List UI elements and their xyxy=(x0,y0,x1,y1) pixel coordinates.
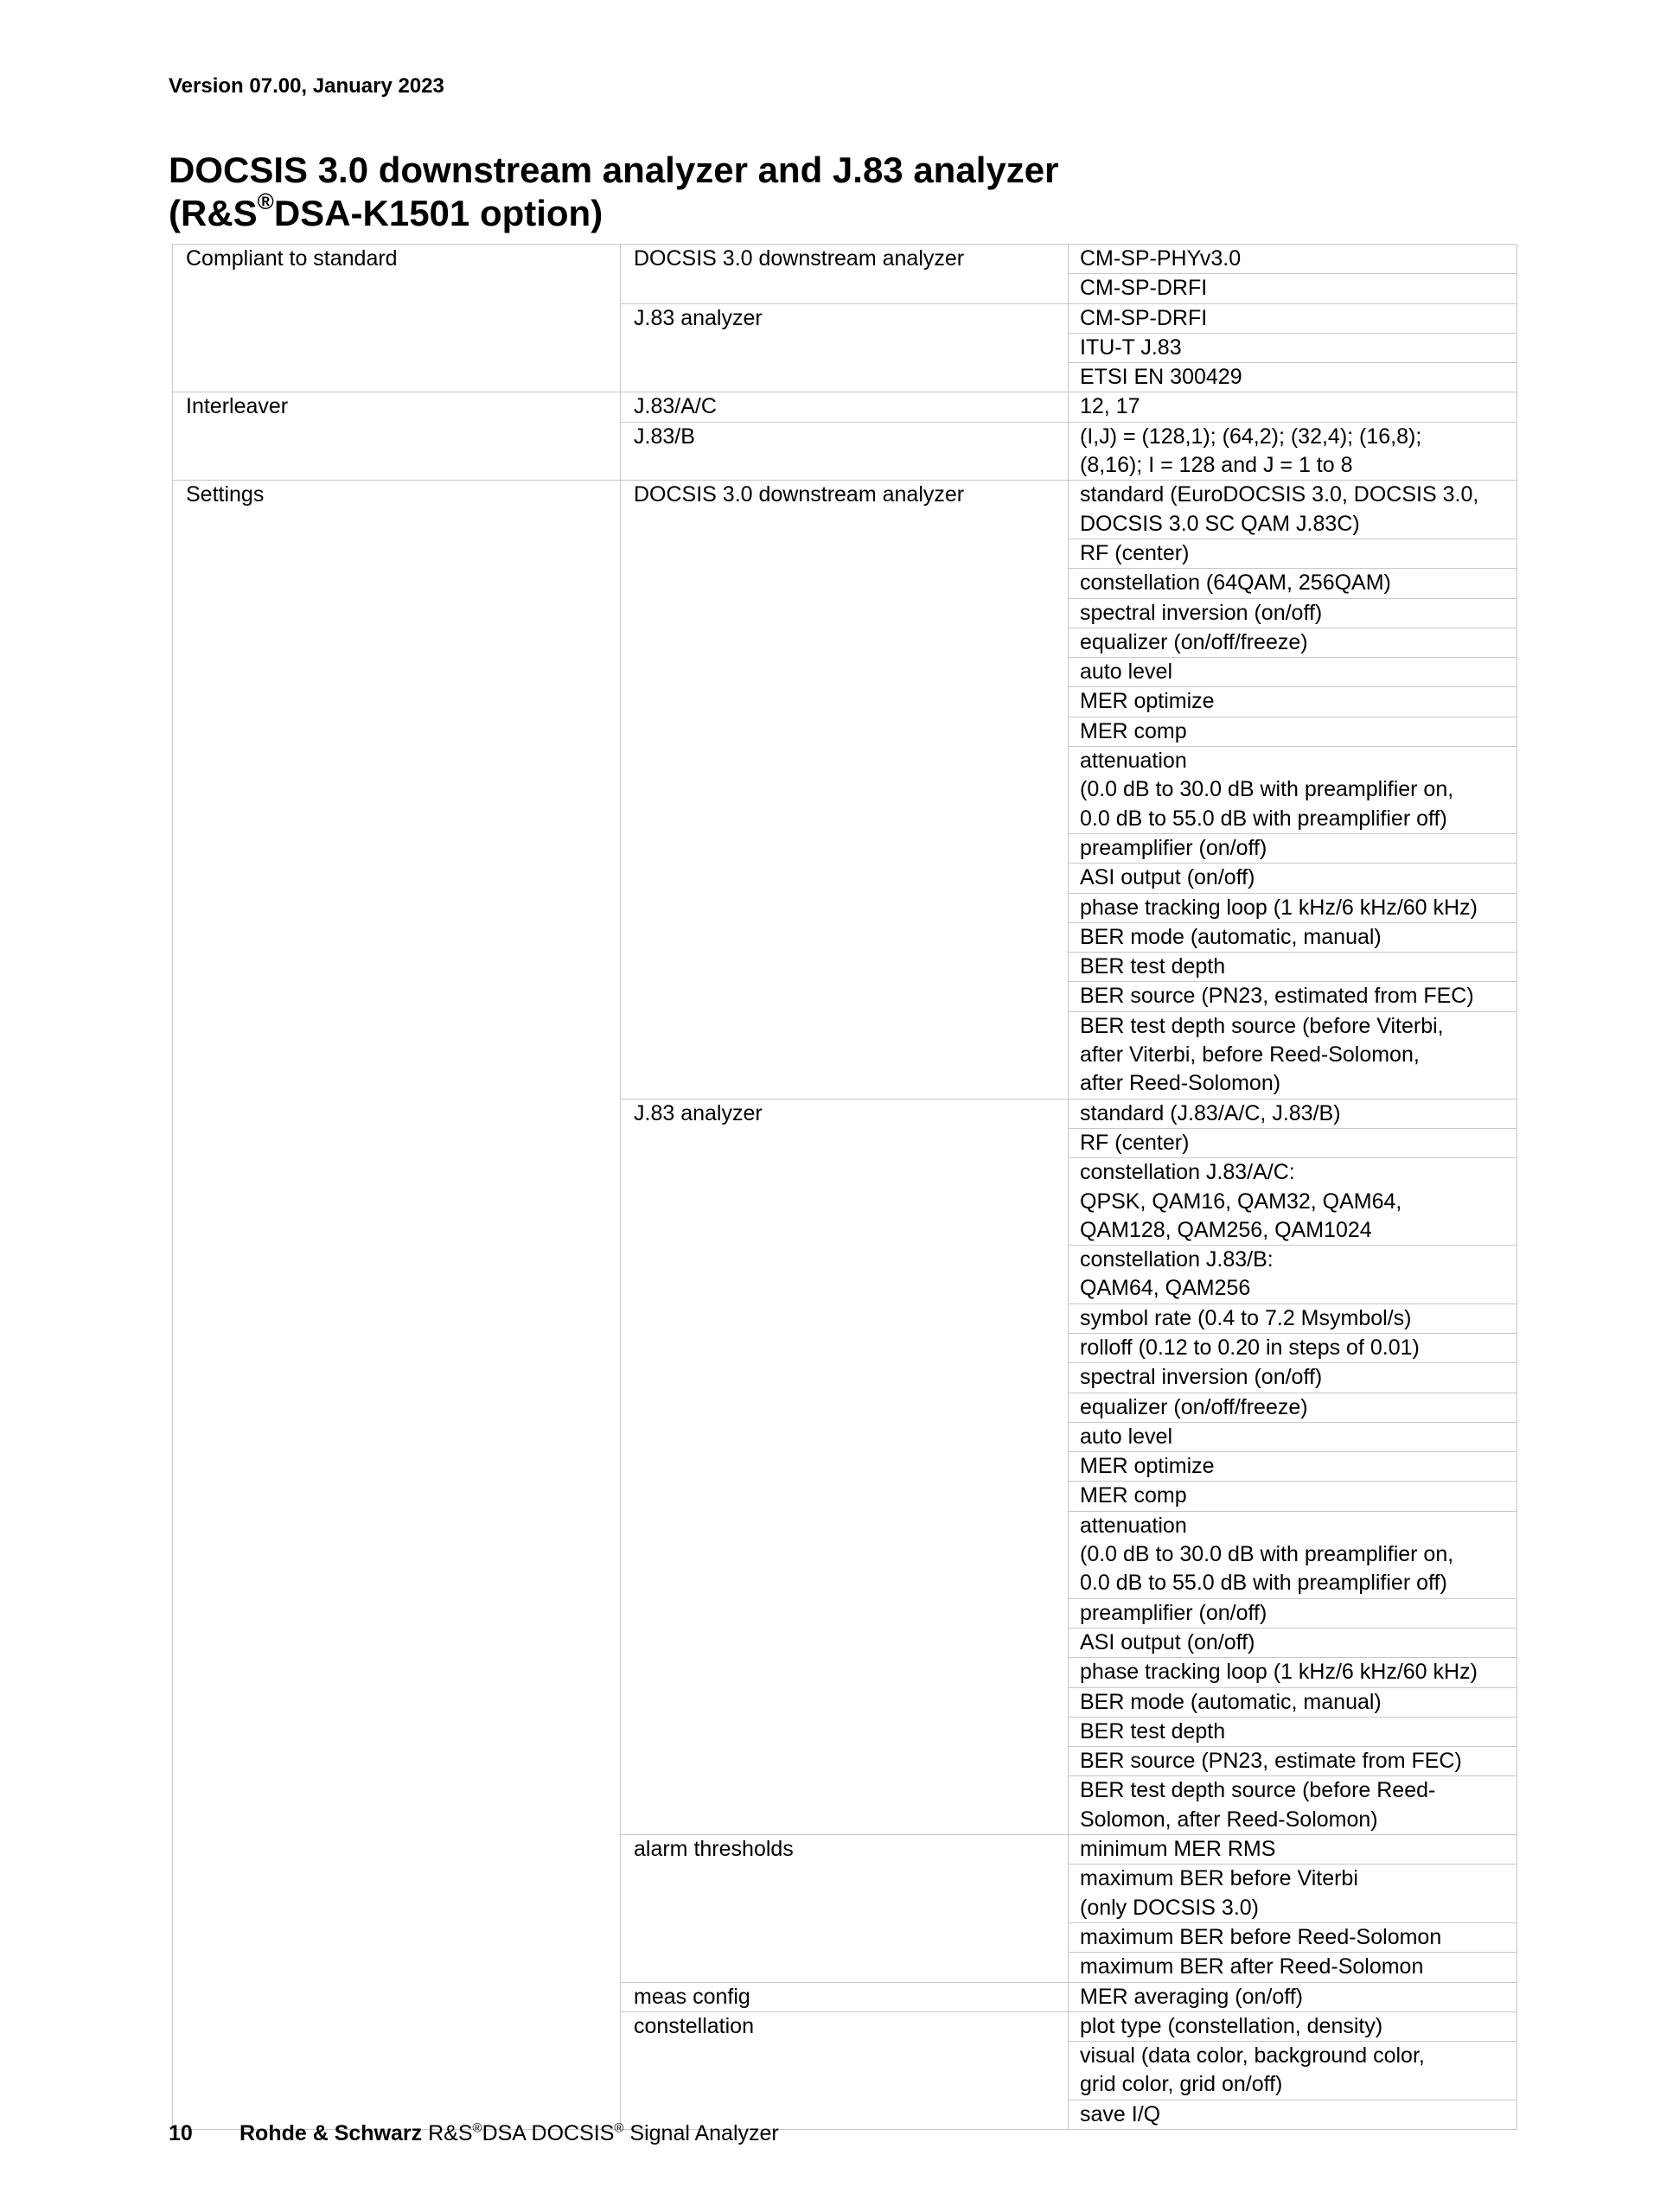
spec-value-line: (8,16); I = 128 and J = 1 to 8 xyxy=(1080,453,1353,478)
spec-value xyxy=(1069,1628,1517,1657)
spec-value-line: spectral inversion (on/off) xyxy=(1080,1365,1323,1390)
spec-value-line: preamplifier (on/off) xyxy=(1080,1600,1267,1625)
spec-value-line: MER optimize xyxy=(1080,1454,1215,1479)
spec-value-line: BER test depth xyxy=(1080,1718,1226,1743)
spec-value xyxy=(1069,2042,1517,2100)
spec-value-line: MER comp xyxy=(1080,718,1187,743)
spec-value-line: constellation J.83/B: xyxy=(1080,1247,1274,1272)
spec-value xyxy=(1069,1363,1517,1393)
spec-value-line: ASI output (on/off) xyxy=(1080,1629,1255,1654)
spec-value-line: spectral inversion (on/off) xyxy=(1080,600,1323,625)
spec-value-line: symbol rate (0.4 to 7.2 Msymbol/s) xyxy=(1080,1305,1412,1330)
spec-value xyxy=(1069,1158,1517,1246)
spec-value-line: BER test depth source (before Viterbi, xyxy=(1080,1013,1444,1038)
spec-value-line: 0.0 dB to 55.0 dB with preamplifier off) xyxy=(1080,806,1447,831)
spec-value-line: BER source (PN23, estimated from FEC) xyxy=(1080,984,1474,1009)
spec-value-line: phase tracking loop (1 kHz/6 kHz/60 kHz) xyxy=(1080,1660,1478,1685)
spec-value-line: phase tracking loop (1 kHz/6 kHz/60 kHz) xyxy=(1080,895,1478,920)
page-number: 10 xyxy=(169,2121,193,2145)
spec-value-line: BER mode (automatic, manual) xyxy=(1080,1689,1382,1714)
spec-value-line: ASI output (on/off) xyxy=(1080,865,1255,890)
spec-value-line: BER source (PN23, estimate from FEC) xyxy=(1080,1749,1462,1774)
spec-value-line: equalizer (on/off/freeze) xyxy=(1080,629,1308,654)
subcategory: meas config xyxy=(621,1982,1069,2011)
spec-value-line: auto level xyxy=(1080,660,1173,685)
spec-value-line: BER test depth xyxy=(1080,954,1226,979)
spec-value-line: MER comp xyxy=(1080,1483,1187,1508)
spec-value xyxy=(1069,1333,1517,1362)
page-footer xyxy=(169,2119,779,2148)
spec-value-line: QPSK, QAM16, QAM32, QAM64, xyxy=(1080,1189,1402,1214)
spec-value-line: standard (J.83/A/C, J.83/B) xyxy=(1080,1100,1341,1125)
subcategory: constellation xyxy=(621,2011,1069,2129)
spec-value xyxy=(1069,1747,1517,1776)
spec-value xyxy=(1069,2011,1517,2041)
spec-value xyxy=(1069,539,1517,568)
footer-product: R&S®DSA DOCSIS® Signal Analyzer xyxy=(422,2120,779,2145)
spec-value-line: grid color, grid on/off) xyxy=(1080,2072,1283,2097)
spec-value xyxy=(1069,1953,1517,1982)
spec-value xyxy=(1069,481,1517,539)
spec-value xyxy=(1069,1717,1517,1746)
spec-value-line: preamplifier (on/off) xyxy=(1080,835,1267,860)
spec-value xyxy=(1069,1922,1517,1952)
category-settings: Settings xyxy=(173,481,621,2130)
spec-value-line: plot type (constellation, density) xyxy=(1080,2013,1383,2038)
spec-value: CM-SP-DRFI xyxy=(1069,274,1517,303)
spec-value-line: (0.0 dB to 30.0 dB with preamplifier on, xyxy=(1080,777,1454,802)
spec-value-line: 0.0 dB to 55.0 dB with preamplifier off) xyxy=(1080,1571,1447,1596)
spec-value: CM-SP-DRFI xyxy=(1069,303,1517,333)
spec-value xyxy=(1069,422,1517,481)
spec-value xyxy=(1069,1128,1517,1157)
spec-value: CM-SP-PHYv3.0 xyxy=(1069,245,1517,274)
spec-value xyxy=(1069,717,1517,746)
spec-value xyxy=(1069,953,1517,982)
spec-value xyxy=(1069,1658,1517,1687)
spec-value xyxy=(1069,1011,1517,1099)
spec-value xyxy=(1069,982,1517,1011)
spec-value-line: (only DOCSIS 3.0) xyxy=(1080,1895,1260,1920)
spec-value-line: (I,J) = (128,1); (64,2); (32,4); (16,8); xyxy=(1080,424,1422,449)
spec-value xyxy=(1069,1304,1517,1333)
spec-value xyxy=(1069,893,1517,922)
spec-value-line: DOCSIS 3.0 SC QAM J.83C) xyxy=(1080,511,1360,536)
spec-value-line: (0.0 dB to 30.0 dB with preamplifier on, xyxy=(1080,1542,1454,1567)
spec-value xyxy=(1069,1246,1517,1304)
spec-value xyxy=(1069,658,1517,687)
spec-value xyxy=(1069,747,1517,834)
spec-value xyxy=(1069,1865,1517,1923)
spec-value-line: constellation J.83/A/C: xyxy=(1080,1160,1295,1185)
spec-value xyxy=(1069,1511,1517,1598)
spec-value-line: QAM128, QAM256, QAM1024 xyxy=(1080,1217,1372,1242)
spec-value-line: attenuation xyxy=(1080,749,1187,774)
spec-value-line: standard (EuroDOCSIS 3.0, DOCSIS 3.0, xyxy=(1080,482,1479,507)
spec-value-line: after Viterbi, before Reed-Solomon, xyxy=(1080,1042,1420,1068)
page-title xyxy=(169,149,1058,235)
spec-value-line: equalizer (on/off/freeze) xyxy=(1080,1394,1308,1419)
spec-value-line: auto level xyxy=(1080,1424,1173,1449)
spec-value xyxy=(1069,864,1517,893)
registered-mark: ® xyxy=(257,188,274,214)
subcategory: J.83/A/C xyxy=(621,392,1069,422)
spec-value-line: MER optimize xyxy=(1080,689,1215,714)
title-line-1: DOCSIS 3.0 downstream analyzer and J.83 analyzer xyxy=(169,150,1059,190)
spec-value xyxy=(1069,1982,1517,2011)
spec-value-line: maximum BER before Reed-Solomon xyxy=(1080,1924,1442,1949)
spec-value-line: maximum BER before Viterbi xyxy=(1080,1866,1358,1891)
spec-value-line: BER mode (automatic, manual) xyxy=(1080,924,1382,949)
spec-value xyxy=(1069,1687,1517,1717)
subcategory: alarm thresholds xyxy=(621,1835,1069,1982)
spec-value-line: maximum BER after Reed-Solomon xyxy=(1080,1954,1424,1979)
spec-value-line: rolloff (0.12 to 0.20 in steps of 0.01) xyxy=(1080,1335,1420,1360)
spec-value-line: MER averaging (on/off) xyxy=(1080,1984,1303,2009)
spec-value xyxy=(1069,922,1517,952)
spec-value xyxy=(1069,2100,1517,2129)
spec-value-line: attenuation xyxy=(1080,1513,1187,1538)
spec-value-line: RF (center) xyxy=(1080,540,1190,565)
category-interleaver: Interleaver xyxy=(173,392,621,481)
category-compliant: Compliant to standard xyxy=(173,245,621,392)
spec-value-line: BER test depth source (before Reed- xyxy=(1080,1778,1436,1803)
spec-value xyxy=(1069,1452,1517,1482)
spec-value xyxy=(1069,628,1517,657)
version-line: Version 07.00, January 2023 xyxy=(169,74,444,98)
spec-value: 12, 17 xyxy=(1069,392,1517,422)
spec-value xyxy=(1069,833,1517,863)
subcategory: J.83 analyzer xyxy=(621,1099,1069,1834)
spec-value xyxy=(1069,1835,1517,1865)
spec-value-line: QAM64, QAM256 xyxy=(1080,1276,1251,1301)
spec-value xyxy=(1069,1776,1517,1835)
subcategory: J.83 analyzer xyxy=(621,303,1069,392)
title-line-2: (R&S®DSA-K1501 option) xyxy=(169,188,603,233)
spec-value xyxy=(1069,1422,1517,1451)
subcategory: J.83/B xyxy=(621,422,1069,481)
spec-value xyxy=(1069,598,1517,628)
subcategory: DOCSIS 3.0 downstream analyzer xyxy=(621,481,1069,1099)
subcategory: DOCSIS 3.0 downstream analyzer xyxy=(621,245,1069,304)
spec-value: ITU-T J.83 xyxy=(1069,333,1517,362)
spec-value-line: minimum MER RMS xyxy=(1080,1837,1276,1862)
spec-table xyxy=(172,244,1517,2130)
spec-value xyxy=(1069,1099,1517,1128)
spec-value-line: after Reed-Solomon) xyxy=(1080,1071,1281,1096)
spec-value-line: constellation (64QAM, 256QAM) xyxy=(1080,571,1391,596)
spec-value xyxy=(1069,1598,1517,1628)
spec-value xyxy=(1069,1482,1517,1511)
spec-value-line: save I/Q xyxy=(1080,2101,1161,2126)
spec-value-line: Solomon, after Reed-Solomon) xyxy=(1080,1807,1378,1832)
spec-value xyxy=(1069,687,1517,717)
spec-value: ETSI EN 300429 xyxy=(1069,363,1517,392)
table-row xyxy=(173,481,1517,539)
table-row xyxy=(173,392,1517,422)
spec-value-line: RF (center) xyxy=(1080,1130,1190,1155)
spec-value-line: visual (data color, background color, xyxy=(1080,2043,1425,2069)
spec-value xyxy=(1069,569,1517,598)
spec-value xyxy=(1069,1393,1517,1422)
footer-brand: Rohde & Schwarz xyxy=(239,2121,423,2145)
table-row xyxy=(173,245,1517,274)
